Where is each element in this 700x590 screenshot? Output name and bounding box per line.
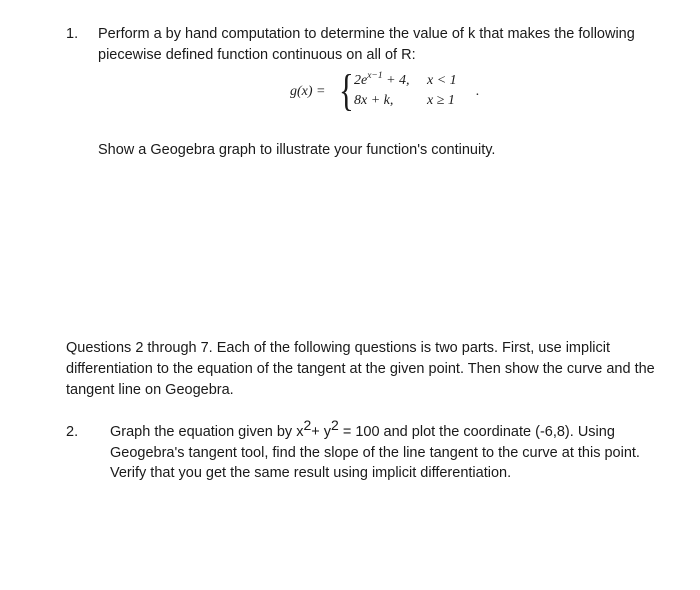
question-2-number: 2. [66,424,79,440]
question-2-line-1: Graph the equation given by $x^2+ y^2 = 100$ and plot the coordinate (-6,8). Using [110,417,615,440]
formula-brace: { [339,66,354,115]
formula-case-2-condition: x ≥ 1 [427,93,455,108]
formula-case-1-expression: $2e^{x-1} + 4$, [354,71,410,88]
formula-period: . [476,84,480,99]
question-2-line-3: Verify that you get the same result using implicit differentiation. [110,465,512,481]
formula-case-2-expression: 8x + k, [354,93,394,108]
question-1-line-2: piecewise defined function continuous on all of R: [98,47,416,63]
question-1-line-1: Perform a by hand computation to determine the value of k that makes the following [98,26,635,42]
intro-line-1: Questions 2 through 7. Each of the following questions is two parts. First, use implicit [66,340,611,356]
question-1-number: 1. [66,26,79,42]
intro-line-2: differentiation to the equation of the tangent at the given point. Then show the curve and the [66,361,655,377]
question-1-instruction: Show a Geogebra graph to illustrate your function's continuity. [98,142,496,158]
formula-lhs: g(x) = [290,84,326,99]
question-2-line-2: Geogebra's tangent tool, find the slope of the line tangent to the curve at this point. [110,445,640,461]
formula-case-1-condition: x < 1 [427,73,457,88]
intro-line-3: tangent line on Geogebra. [66,382,234,398]
